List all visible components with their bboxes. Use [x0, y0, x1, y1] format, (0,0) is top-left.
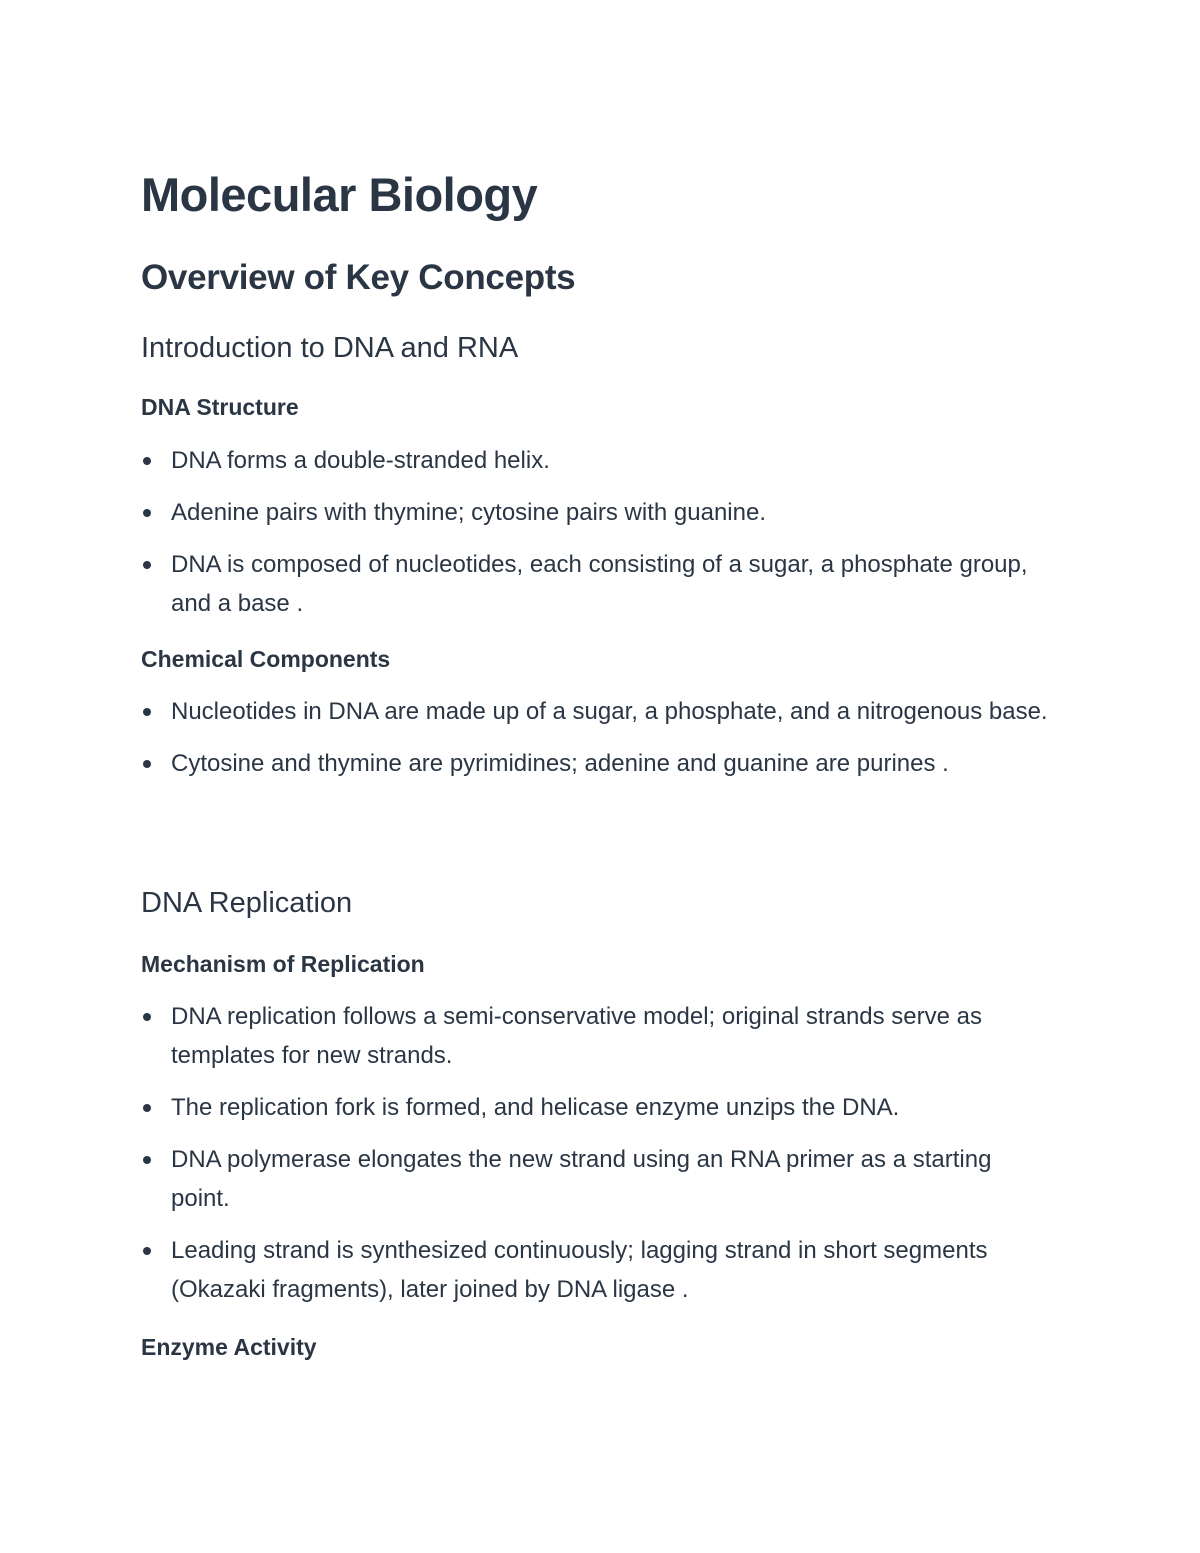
subsection-heading-enzyme-activity: Enzyme Activity	[141, 1334, 317, 1360]
list-item: DNA polymerase elongates the new strand using an RNA primer as a starting point.	[141, 1140, 1051, 1218]
list-item: DNA is composed of nucleotides, each consisting of a sugar, a phosphate group, and a base .	[141, 545, 1051, 623]
subsection-heading-mechanism: Mechanism of Replication	[141, 951, 425, 977]
list-item: Cytosine and thymine are pyrimidines; adenine and guanine are purines .	[141, 744, 1051, 783]
section-heading-dna-replication: DNA Replication	[141, 887, 353, 919]
document-title: Molecular Biology	[141, 168, 538, 221]
list-item: Leading strand is synthesized continuously; lagging strand in short segments (Okazaki fragments), later joined by DNA ligase .	[141, 1231, 1051, 1309]
subsection-heading-dna-structure: DNA Structure	[141, 394, 299, 420]
bullet-list-chemical-components	[141, 692, 1051, 796]
section-heading-intro: Introduction to DNA and RNA	[141, 332, 519, 364]
bullet-list-dna-structure	[141, 441, 1051, 636]
list-item: The replication fork is formed, and helicase enzyme unzips the DNA.	[141, 1088, 1051, 1127]
document-subtitle: Overview of Key Concepts	[141, 258, 576, 297]
subsection-heading-chemical-components: Chemical Components	[141, 646, 391, 672]
list-item: DNA forms a double-stranded helix.	[141, 441, 1051, 480]
list-item: DNA replication follows a semi-conservative model; original strands serve as templates for new strands.	[141, 997, 1051, 1075]
list-item: Adenine pairs with thymine; cytosine pairs with guanine.	[141, 493, 1051, 532]
bullet-list-mechanism	[141, 997, 1051, 1322]
list-item: Nucleotides in DNA are made up of a sugar, a phosphate, and a nitrogenous base.	[141, 692, 1051, 731]
